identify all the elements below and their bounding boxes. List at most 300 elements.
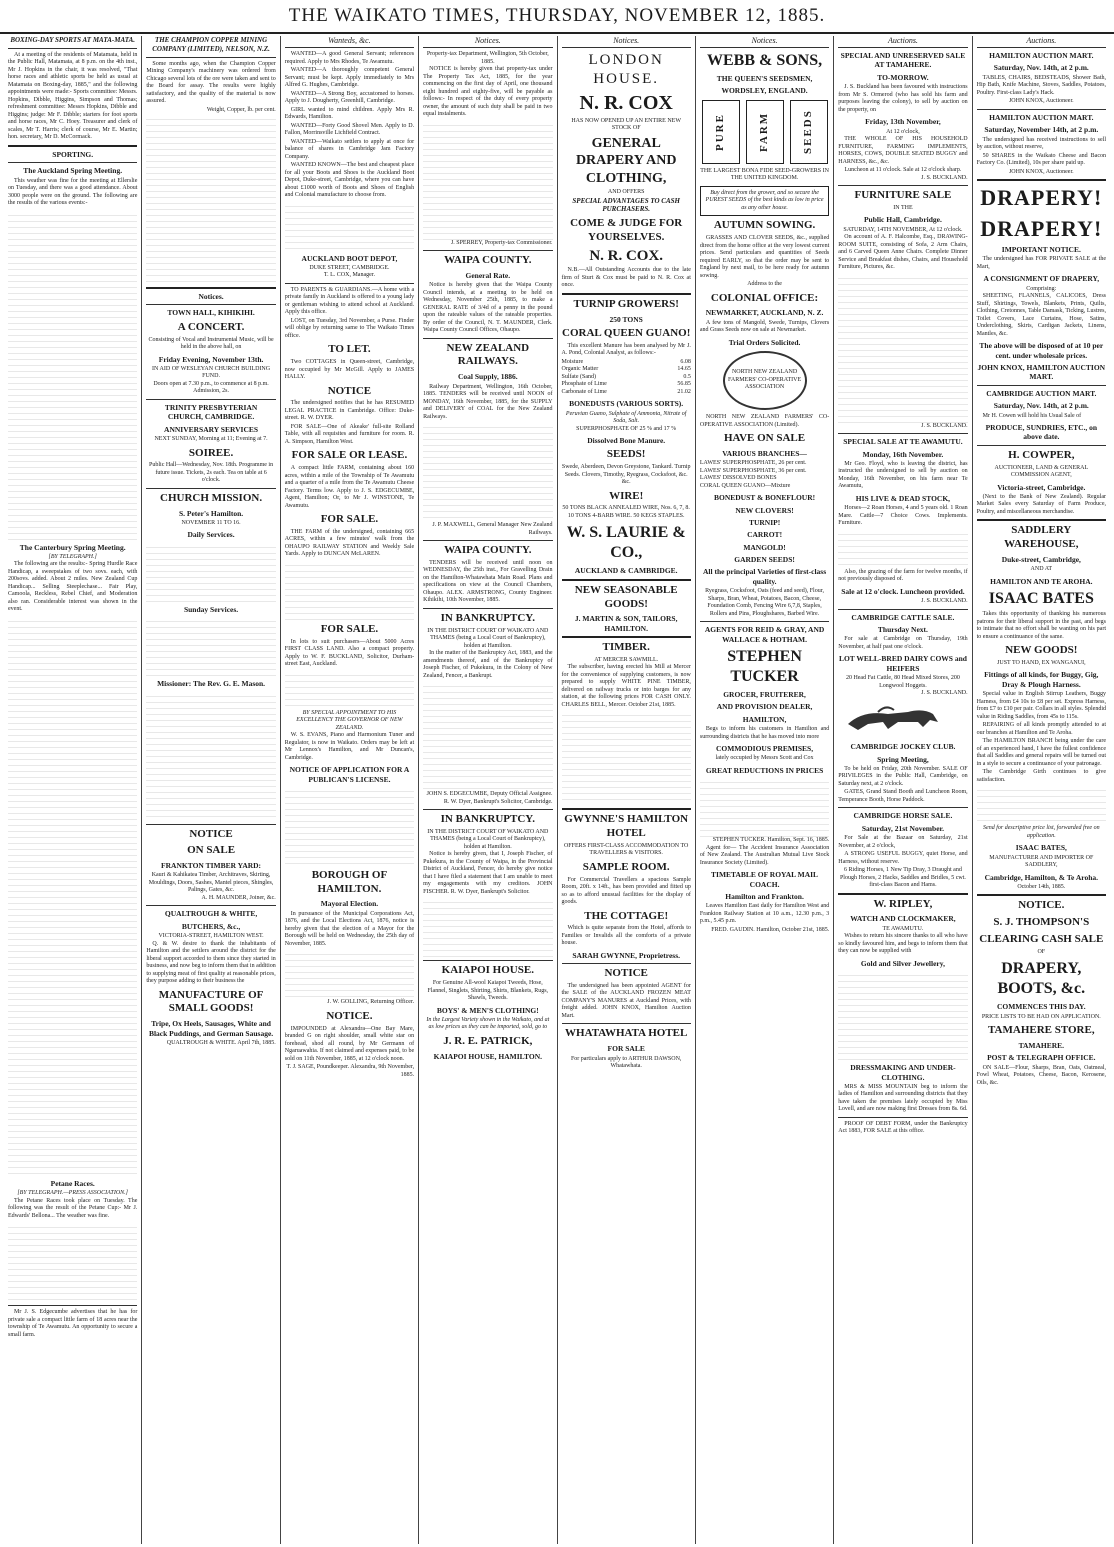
lost-notice: LOST, on Tuesday, 3rd November, a Purse. Finder will oblige by returning same to The Waikato Times office.: [284, 317, 415, 339]
colonial-office: COLONIAL OFFICE:: [710, 291, 819, 304]
turnip-growers: TURNIP GROWERS!: [573, 297, 679, 310]
sat14b-line: Saturday, November 14th, at 2 p.m.: [984, 125, 1099, 135]
ripley-text: Wishes to return his sincere thanks to all who have so kindly favoured him, and begs to inform them that they can now be supplied with: [838, 933, 968, 955]
newmarket-text: A few tons of Mangold, Swede, Turnips, Clovers and Grass Seeds now on sale at Newmarket.: [699, 319, 830, 334]
property-tax-date: Property-tax Department, Wellington, 5th October, 1885.: [426, 51, 549, 65]
mart-2-heading: HAMILTON AUCTION MART.: [989, 112, 1094, 122]
timetable-heading: TIMETABLE OF ROYAL MAIL COACH.: [711, 870, 819, 889]
london-house-heading: LONDON HOUSE.: [588, 52, 664, 87]
sat14c-line: Saturday, Nov. 14th, at 2 p.m.: [993, 401, 1089, 411]
victoria-line-8: Victoria-street, Cambridge.: [997, 482, 1086, 492]
cowen-text: Mr H. Cowen will hold his Usual Sale of: [982, 412, 1082, 419]
mission-text-block: [146, 691, 275, 821]
patrick-heading: J. R. E. PATRICK,: [443, 1034, 533, 1047]
notices-header-5: Notices.: [562, 36, 691, 48]
whatawhata-text: For particulars apply to ARTHUR DAWSON, Whatawhata.: [570, 1055, 682, 1069]
cambridge-mart-heading: CAMBRIDGE AUCTION MART.: [986, 388, 1097, 398]
page-columns: [4, 36, 1110, 1544]
tolet-text: Two COTTAGES in Queen-street, Cambridge, now occupied by Mr McGill. Apply to JAMES HALLY.: [284, 359, 415, 381]
canterbury-tag: [BY TELEGRAPH.]: [48, 553, 97, 560]
wanteds-header: Wanteds, &c.: [285, 36, 414, 48]
commodious-heading: COMMODIOUS PREMISES,: [716, 744, 814, 753]
boys-text: In the Largest Variety shown in the Waikato, and at as low prices as they can be imported, sold, go to: [426, 1016, 550, 1031]
reductions-line: GREAT REDUCTIONS IN PRICES: [705, 765, 824, 775]
coral-queen: CORAL QUEEN GUANO!: [562, 326, 691, 339]
new-clovers: NEW CLOVERS!: [735, 505, 794, 515]
cottage-text: Which is quite separate from the Hotel, affords to Families or Invalids all the comforts of a private house.: [561, 925, 691, 947]
seal-lettering: NORTH NEW ZEALAND FARMERS' CO-OPERATIVE ASSOCIATION: [727, 369, 802, 391]
dissolved-line: Dissolved Bone Manure.: [587, 436, 666, 445]
bankruptcy-2-sub: IN THE DISTRICT COURT OF WAIKATO AND THAMES (being a Local Court of Bankruptcy), holden at Hamilton.: [427, 828, 549, 850]
bankruptcy-1-text: In the matter of the Bankruptcy Act, 1883, and the amendments thereof, and of the Bankruptcy of Joseph Fischer, of Pukekura, in the Colony of New Zealand, Fencer, a Bankrupt.: [423, 650, 553, 679]
monday-text: Mr Geo. Floyd, who is leaving the district, has instructed the undersigned to sell by auction on Monday, 16th November, on his farm near Te Awamutu,: [838, 460, 968, 490]
sat14-line: Saturday, Nov. 14th, at 2 p.m.: [993, 63, 1089, 73]
special-list: Special value in English Stirrup Leathers, Buggy Harness, from £4 10s to £8 per set. Express Harness, from £7 to £10 per pair. Collars in all styles. Splendid value in Riding Saddles, from 45s to 115s.: [976, 691, 1106, 720]
tucker-sign: STEPHEN TUCKER. Hamilton, Sept. 16, 1885.: [712, 837, 830, 844]
petane-heading: Petane Races.: [50, 1178, 95, 1188]
also-line: The above will be disposed of at 10 per cent. under wholesale prices.: [979, 341, 1104, 360]
butchers-heading: BUTCHERS, &c.,: [181, 921, 241, 931]
analysis-label: Carbonate of Lime: [561, 388, 607, 395]
post-office-line: POST & TELEGRAPH OFFICE.: [987, 1053, 1096, 1063]
ripley-heading: W. RIPLEY,: [873, 897, 933, 910]
live-stock-heading: HIS LIVE & DEAD STOCK,: [855, 493, 951, 503]
bates-2-sub: MANUFACTURER AND IMPORTER OF SADDLERY,: [989, 854, 1094, 868]
general-rate-heading: General Rate.: [465, 270, 511, 280]
bankruptcy-1-sign: JOHN S. EDGECUMBE, Deputy Official Assignee. R. W. Dyer, Bankrupt's Solicitor, Cambridge.: [426, 791, 553, 805]
tucker-heading: STEPHEN TUCKER: [727, 647, 802, 685]
canterbury-results-block: [8, 616, 137, 1176]
wire-heading: WIRE!: [609, 489, 644, 502]
largest-line: THE LARGEST BONA FIDE SEED-GROWERS IN THE UNITED KINGDOM.: [700, 167, 829, 182]
nov-dates: NOVEMBER 11 TO 16.: [181, 519, 241, 526]
commences-line: COMMENCES THIS DAY.: [996, 1002, 1086, 1012]
clearing-heading: CLEARING CASH SALE: [979, 932, 1104, 945]
frankton-heading: FRANKTON TIMBER YARD:: [161, 861, 262, 870]
consignment-list: SHEETING, FLANNELS, CALICOES, Dress Stuff, Shirtings, Towels, Blankets, Prints, Quilts, Clothing, Cretonnes, Table Damask, Ticking, Lustres, Toilet Covers, Lace Curtains, Hose, Satins, Underclothing, Skirts, Cardigan Jackets, Linens, Mantles, &c.: [976, 293, 1106, 337]
address-to: Address to the: [747, 281, 782, 287]
concert-sub: Consisting of Vocal and Instrumental Music, will be held in the above hall, on: [148, 336, 274, 350]
mayoral-block: [285, 949, 414, 999]
sunday-services-block: [146, 616, 275, 676]
jewellery-list-block: [838, 970, 967, 1060]
knox-sign-2: JOHN KNOX, Auctioneer.: [1008, 168, 1074, 175]
farm-details-block: [285, 560, 414, 620]
depot-manager: T. L. COX, Manager.: [323, 272, 375, 279]
wanted-5: WANTED—Forty Good Shovel Men. Apply to D. Fallon, Morrinsville Lichfield Contract.: [284, 122, 415, 136]
laurie-heading: W. S. LAURIE & CO.,: [566, 524, 686, 562]
sat21-text: For Sale at the Bazaar on Saturday, 21st November, at 2 o'clock,: [838, 835, 968, 849]
onsale-text: ON SALE—Flour, Sharps, Bran, Oats, Oatmeal, Fowl Wheat, Potatoes, Cheese, Bacon, Kerosene, Oils, &c.: [976, 1064, 1106, 1086]
analysis-value: 6.08: [680, 358, 691, 365]
bates-2-address: Cambridge, Hamilton, & Te Aroha.: [984, 872, 1099, 882]
tamahere-sale-heading: SPECIAL AND UNRESERVED SALE AT TAMAHERE.: [840, 51, 966, 70]
nzr-heading: NEW ZEALAND RAILWAYS.: [446, 341, 530, 368]
anniversary-heading: ANNIVERSARY SERVICES: [164, 424, 259, 434]
notice-text-3: The undersigned notifies that he has RESUMED LEGAL PRACTICE in Cambridge. Office: Duke-street. R. W. DYER.: [284, 400, 415, 422]
st-peters-heading: S. Peter's Hamilton.: [178, 508, 244, 518]
wanted-6: WANTED—Waikato settlers to apply at once for balance of shares in Cambridge Jam Factory Company.: [284, 138, 415, 160]
analysis-row: [562, 389, 691, 397]
analysis-row: [562, 374, 691, 382]
monday-line: Monday, 16th November.: [862, 449, 944, 459]
lawes-1: LAWES' SUPERPHOSPHATE, 26 per cent.: [699, 460, 807, 467]
furniture-sale-heading: FURNITURE SALE: [854, 189, 952, 201]
furniture-list-block: [838, 273, 967, 423]
lawes-3: LAWES' DISSOLVED BONES: [699, 475, 777, 482]
copper-weight: Weight, Copper, lb. per cent.: [206, 106, 276, 113]
wanted-1: WANTED—A good General Servant; references required. Apply to Mrs Rhodes, Te Awamutu.: [284, 51, 415, 65]
buckland-sign-3: J. S. BUCKLAND.: [921, 598, 968, 605]
fittings-line: Fittings of all kinds, for Buggy, Gig, Dray & Plough Harness.: [984, 670, 1099, 689]
bankruptcy-1-block: [423, 681, 552, 791]
of-line: OF: [1037, 948, 1046, 955]
analysis-row: [562, 381, 691, 389]
stock-list-block: [838, 529, 967, 569]
furniture-text: On account of A. F. Halcombe, Esq., DRAWING-ROOM SUITE, consisting of Sofa, 2 Arm Chairs, and 6 Carved Queen Anne Chairs. Complete Dinner Service and Breakfast dishes, Chairs, and Household Furniture, Pictures, &c.: [838, 234, 968, 271]
cottage-heading: THE COTTAGE!: [584, 909, 669, 922]
laurie-address: AUCKLAND & CAMBRIDGE.: [574, 566, 678, 576]
tamahere-line: TAMAHERE.: [1018, 1040, 1065, 1050]
analysis-row: [562, 359, 691, 367]
drapery-boots-heading: DRAPERY, BOOTS, &c.: [997, 960, 1086, 998]
tomorrow-text: J. S. Buckland has been favoured with instructions from Mr S. Ormerod (who has sold his farm and purposes leaving the colony), to sell by auction on the property, on: [838, 84, 968, 113]
bankruptcy-1-heading: IN BANKRUPTCY.: [440, 611, 535, 624]
wanted-2: WANTED—A thoroughly competent General Servant; must be kept. Apply immediately to Mrs Alfred G. Hughes, Cambridge.: [284, 67, 415, 88]
analysis-label: Moisture: [561, 358, 584, 365]
saturday-line: SATURDAY, 14TH NOVEMBER, At 12 o'clock.: [843, 226, 963, 233]
luncheon-line: Luncheon at 11 o'clock. Sale at 12 o'clock sharp.: [844, 167, 962, 173]
seasonable-heading: NEW SEASONABLE GOODS!: [574, 583, 678, 610]
just-to-hand: JUST TO HAND, EX WANGANUI,: [997, 659, 1086, 666]
cattle-sale-heading: CAMBRIDGE CATTLE SALE.: [851, 612, 955, 622]
publican-block: [285, 786, 414, 866]
tamahere-store: TAMAHERE STORE,: [988, 1024, 1095, 1036]
seed-panel-pure: PURE: [702, 100, 740, 164]
buggy-list: 6 Riding Horses, 1 New Tip Dray, 3 Draught and Plough Horses, 2 Hacks, Saddles and Bridles, 5 cwt. first-class Bacon and Hams.: [839, 867, 966, 889]
publican-heading: NOTICE OF APPLICATION FOR A PUBLICAN'S LICENSE.: [289, 765, 410, 784]
produce-line: PRODUCE, SUNDRIES, ETC., on above date.: [985, 423, 1098, 442]
depot-heading: AUCKLAND BOOT DEPOT,: [301, 253, 398, 263]
forsale-2-text: THE FARM of the undersigned, containing 665 ACRES, within a few minutes' walk from the OHAUPO RAILWAY STATION and Weekly Sale Yards. Apply to DUNCAN McLAREN.: [284, 528, 415, 558]
webb-location: WORDSLEY, ENGLAND.: [721, 86, 808, 96]
lot-heading: LOT WELL-BRED DAIRY COWS and HEIFERS: [838, 654, 967, 673]
coach-text: Leaves Hamilton East daily for Hamilton West and Frankton Railway Station at 10 a.m., 12.30 p.m., 3 p.m., 5.45 p.m.: [699, 903, 830, 925]
mangold-line: MANGOLD!: [743, 542, 786, 552]
column-4: [419, 36, 557, 1544]
in-the: IN THE: [893, 204, 913, 211]
sage-sign: T. J. SAGE, Poundkeeper. Alexandra, 9th November, 1885.: [286, 1064, 415, 1078]
notice-heading-3b: NOTICE.: [326, 1009, 373, 1022]
forsale-3-heading: FOR SALE.: [320, 622, 379, 635]
thursday-text: For sale at Cambridge on Thursday, 19th November, at half past one o'clock.: [838, 636, 968, 650]
principal-line: All the principal Varieties of first-class quality.: [703, 567, 827, 586]
nrcox-heading-2: N. R. COX.: [589, 247, 664, 264]
column-6: [696, 36, 834, 1544]
cowper-heading: H. COWPER,: [1008, 448, 1075, 461]
daily-services-block: [146, 542, 275, 602]
parents-notice: TO PARENTS & GUARDIANS.—A home with a private family in Auckland is offered to a young lady or gentleman wishing to attend school at Auckland. Apply this office.: [284, 286, 415, 316]
mayoral-heading: Mayoral Election.: [320, 899, 379, 909]
bates-heading: ISAAC BATES: [988, 590, 1094, 608]
agents-line: AGENTS FOR REID & GRAY, AND WALLACE & HOTHAM.: [704, 625, 825, 644]
whatawhata-forsale: FOR SALE: [607, 1044, 645, 1054]
notice-heading-5: NOTICE: [604, 967, 648, 980]
analysis-label: Sulfate (Sand): [561, 373, 596, 380]
branch-text: The HAMILTON BRANCH being under the care of an experienced hand, I have the fullest confidence that all Saddles and general repairs will be turned out in a style to secure a continuance of your patronage.: [976, 738, 1106, 767]
seed-panel-seeds: SEEDS: [790, 100, 828, 164]
whole-text: THE WHOLE OF HIS HOUSEHOLD FURNITURE, FARMING IMPLEMENTS, HORSES, COWS, DOUBLE SEATED BUGGY and HARNESS, &c., &c.: [838, 136, 968, 165]
soiree-text: Public Hall—Wednesday, Nov. 18th. Programme in future issue. Tickets, 2s each. Tea on table at 6 o'clock.: [149, 462, 274, 484]
sarah-sign: SARAH GWYNNE, Proprietress.: [572, 950, 680, 960]
analysis-value: 14.65: [677, 366, 691, 373]
analysis-row: [562, 366, 691, 374]
commodious-sub: lately occupied by Messrs Scott and Cox: [715, 755, 814, 762]
gates-text: GATES, Grand Stand Booth and Luncheon Room, Temperance Booth, Horse Paddock.: [838, 789, 968, 803]
mercer-text: The subscriber, having erected his Mill at Mercer for the convenience of supplying customers, is now prepared to supply WHITE PINE TIMBER, delivered on railway trucks or into barges for any station, at the following prices FOR CASH ONLY. CHARLES BELL, Mercer. October 21st, 1885.: [561, 664, 691, 708]
notice-text-5: The undersigned has been appointed AGENT for the SALE of the AUCKLAND FROZEN MEAT COMPANY'S MANURES at Auckland Prices, with freight added. JOHN KNOX, Hamilton Auction Mart.: [561, 982, 691, 1019]
webb-sub: THE QUEEN'S SEEDSMEN,: [716, 74, 813, 83]
lawes-2: LAWES' SUPERPHOSPHATE, 36 per cent.: [699, 467, 807, 474]
luncheon-provided: Sale at 12 o'clock. Luncheon provided.: [841, 586, 965, 596]
patrick-address: KAIAPOI HOUSE, HAMILTON.: [433, 1051, 542, 1061]
horse-sale-heading: CAMBRIDGE HORSE SALE.: [853, 811, 953, 821]
important-notice: IMPORTANT NOTICE.: [1001, 245, 1081, 254]
martin-line: J. MARTIN & SON, TAILORS, HAMILTON.: [574, 614, 678, 633]
racehorse-illustration: [838, 702, 958, 732]
shares-text: 50 SHARES in the Waikato Cheese and Bacon Factory Co. (Limited), 10s per share paid up.: [976, 152, 1106, 166]
qualtrough-heading: QUALTROUGH & WHITE,: [164, 909, 258, 919]
sunday-services: Sunday Services.: [183, 604, 239, 614]
repairing-text: REPAIRING of all kinds promptly attended to at our branches at Hamilton and Te Aroha.: [976, 722, 1106, 736]
missioner-line: Missioner: The Rev. G. E. Mason.: [157, 679, 266, 689]
column-8: [973, 36, 1110, 1544]
carrot-line: CARROT!: [747, 530, 783, 540]
mayoral-text: In pursuance of the Municipal Corporations Act, 1876, and the Local Elections Act, 1876, notice is hereby given that the election of a Mayor for the Borough will be held on Wednesday, the 25th day of November, 1885.: [284, 910, 415, 947]
gwynne-offers: OFFERS FIRST-CLASS ACCOMMODATION TO TRAVELLERS & VISITORS.: [563, 842, 689, 857]
bates-2-heading: ISAAC BATES,: [1015, 843, 1067, 853]
grazing-text: Also, the grazing of the farm for twelve months, if not previously disposed of.: [838, 568, 968, 583]
concert-date: Friday Evening, November 13th.: [158, 354, 264, 364]
gold-line: Gold and Silver Jewellery,: [860, 958, 945, 968]
comprising-line: Comprising:: [1026, 285, 1057, 292]
column-3: [281, 36, 419, 1544]
important-text: The undersigned has FOR PRIVATE SALE at the Mart,: [976, 256, 1106, 270]
column-2: [142, 36, 280, 1544]
tons-250: 250 TONS: [609, 314, 643, 324]
impounded-text: IMPOUNDED at Alexandra—One Bay Mare, branded G on right shoulder, small white star on forehead, shod all round, by Mr Germann of Ngaruawahia. If not claimed and expenses paid, to be sold on 11th November, 1885, at 12 o'clock noon.: [284, 1025, 415, 1062]
copper-title: THE CHAMPION COPPER MINING COMPANY (LIMITED), NELSON, N.Z.: [152, 36, 270, 53]
autumn-text: GRASSES AND CLOVER SEEDS, &c., supplied direct from the home office at the very lowest current prices. Send particulars and quantities of Seeds required EARLY, so that the order may be sent to England by next mail, to be here ready for autumn sowing.: [699, 235, 830, 279]
analysis-value: 56.85: [677, 381, 691, 388]
and-at-line: AND AT: [1030, 566, 1053, 573]
concert-admission: Admission, 2s.: [193, 388, 229, 395]
bates-2-date: October 14th, 1885.: [1017, 883, 1066, 890]
garden-seeds: GARDEN SEEDS!: [734, 555, 795, 564]
aroha-line: HAMILTON AND TE AROHA.: [990, 576, 1093, 586]
notice-heading-2: NOTICE: [189, 827, 233, 840]
mart-1-heading: HAMILTON AUCTION MART.: [989, 51, 1094, 60]
copper-text: Some months ago, when the Champion Copper Mining Company's machinery was ordered from Chicago several lots of the ore were taken and sent to the Board for assay. The results were highly satisfactory, and the quality of the material is now assured.: [146, 60, 276, 104]
public-hall-heading: Public Hall, Cambridge.: [863, 215, 942, 225]
town-hall-heading: TOWN HALL, KIHIKIHI.: [167, 308, 255, 318]
provision-line: AND PROVISION DEALER,: [716, 702, 813, 712]
auckland-text: This weather was fine for the meeting at Ellerslie on Tuesday, and there was a good attendance. About 3000 people were on the ground. The following are the results of the various events:-: [8, 177, 138, 206]
concert-aid: IN AID OF WESLEYAN CHURCH BUILDING FUND.: [152, 365, 271, 380]
buckland-sign-2: J. S. BUCKLAND.: [921, 422, 968, 429]
forsale-2-heading: FOR SALE.: [320, 513, 379, 526]
drapery-heading-1: DRAPERY!: [980, 185, 1103, 210]
coach-heading: Hamilton and Frankton.: [725, 892, 804, 901]
price-lists-line: PRICE LISTS TO BE HAD ON APPLICATION.: [981, 1013, 1101, 1020]
jockey-club-heading: CAMBRIDGE JOCKEY CLUB.: [850, 742, 956, 752]
forsale-table: FOR SALE—One of Akeake' full-site Rolland Table, with all requisites and furniture for room. R. A. Simpson, Hamilton West.: [284, 423, 415, 445]
seed-panels: [700, 100, 829, 164]
kauri-text: Kauri & Kahikatea Timber, Architraves, Skirting, Mouldings, Doors, Sashes, Mantel pieces, Shingles, Palings, Gates, &c.: [148, 872, 274, 894]
coal-text: Railway Department, Wellington, 16th October, 1885. TENDERS will be received until NOON of MONDAY, 16th November, 1885, for the SUPPLY and DELIVERY of COAL for the New Zealand Railways.: [423, 383, 553, 420]
special-advantages: SPECIAL ADVANTAGES TO CASH PURCHASERS.: [572, 196, 680, 214]
timber-prices-block: [562, 710, 691, 805]
friday-time: At 12 o'clock,: [886, 128, 920, 135]
trinity-heading: TRINITY PRESBYTERIAN CHURCH, CAMBRIDGE.: [164, 402, 258, 422]
depot-address: DUKE STREET, CAMBRIDGE.: [309, 264, 390, 271]
daily-services: Daily Services.: [187, 530, 235, 540]
thompson-heading: S. J. THOMPSON'S: [993, 916, 1090, 929]
tomorrow-heading: TO-MORROW.: [877, 72, 929, 82]
column-5: [558, 36, 696, 1544]
notices-heading-2: Notices.: [198, 292, 224, 301]
sample-text: For Commercial Travellers a spacious Sample Room, 20ft. x 14ft., has been provided and fitted up so as to afford unusual facilities for the display of goods.: [561, 876, 691, 905]
canterbury-heading: The Canterbury Spring Meeting.: [19, 542, 126, 552]
masthead: THE WAIKATO TIMES, THURSDAY, NOVEMBER 12, 1885.: [0, 0, 1114, 34]
column-1: [4, 36, 142, 1544]
dressmaking-heading: DRESSMAKING AND UNDER-CLOTHING.: [850, 1063, 956, 1082]
forsale-lease-heading: FOR SALE OR LEASE.: [291, 449, 408, 462]
awamutu-line: TE AWAMUTU.: [882, 925, 924, 932]
new-goods-heading: NEW GOODS!: [1005, 644, 1078, 657]
cooperative-seal-logo: [723, 351, 807, 410]
concert-doors: Doors open at 7.30 p.m., to commence at 8 p.m.: [153, 380, 269, 387]
friday-line: Friday, 13th November,: [865, 117, 941, 127]
peruvian-line: Peruvian Guano, Sulphate of Ammonia, Nitrate of Soda, Salt.: [565, 410, 687, 424]
coal-heading: Coal Supply, 1886.: [458, 372, 518, 382]
concert-heading: A CONCERT.: [177, 320, 245, 333]
notice-heading-8: NOTICE.: [1018, 899, 1065, 912]
knox-sign-1: JOHN KNOX, Auctioneer.: [1008, 98, 1074, 105]
qw-text: Q. & W. desire to thank the inhabitants of Hamilton and the settlers around the district for the liberal support accorded to them since they started in business, and now beg to inform them that in addition to supplying meat of first quality at reasonable prices, they purpose adding to their business the: [146, 940, 276, 985]
nrcox-sub: HAS NOW OPENED UP AN ENTIRE NEW STOCK OF: [571, 117, 682, 131]
buckland-sign-4: J. S. BUCKLAND.: [921, 690, 968, 697]
race-results-block: [8, 210, 137, 540]
proof-text: PROOF OF DEBT FORM, under the Bankruptcy Act 1883, FOR SALE at this office.: [838, 1120, 968, 1135]
dress-text: MRS & MISS MOUNTAIN beg to inform the ladies of Hamilton and surrounding districts that they have taken the premises lately occupied by Miss Lovell, and are now making first Dresses from 8s. 6d.: [838, 1083, 968, 1113]
spring-meeting: Spring Meeting,: [877, 754, 929, 764]
wanted-7: WANTED KNOWN—The best and cheapest place for all your Boots and Shoes is the Auckland Boot Depot, Duke-street, Cambridge, where you can have about £1000 worth of Boots and Shoes of English and Colonial manufacture to choose from.: [284, 162, 415, 198]
buggy-text: A STRONG USEFUL BUGGY, quiet Horse, and Harness, without reserve.: [838, 851, 968, 865]
anniversary-sub: NEXT SUNDAY, Morning at 11; Evening at 7.: [154, 436, 268, 442]
soiree-heading: SOIREE.: [188, 446, 234, 459]
mercer-line: AT MERCER SAWMILL.: [594, 656, 659, 663]
nrcox-heading: N. R. COX: [579, 91, 673, 114]
tripe-text: Tripe, Ox Heels, Sausages, White and Black Puddings, and German Sausage.: [148, 1019, 274, 1038]
grocer-line: GROCER, FRUITERER,: [723, 689, 806, 699]
auctions-header-7: Auctions.: [838, 36, 967, 48]
seed-panel-farm: FARM: [746, 100, 784, 164]
column-7: [834, 36, 972, 1544]
newmarket-line: NEWMARKET, AUCKLAND, N. Z.: [705, 308, 824, 318]
general-drapery-heading: GENERAL DRAPERY AND CLOTHING,: [575, 135, 677, 186]
hamilton-line: HAMILTON,: [742, 714, 787, 724]
land-details-block: [285, 670, 414, 710]
qw-sign: QUALTROUGH & WHITE. April 7th, 1885.: [166, 1039, 276, 1046]
shares-intro: The undersigned has received instructions to sell by auction, without reserve,: [976, 136, 1106, 150]
bankruptcy-2-block: [423, 897, 552, 957]
cowper-sub: AUCTIONEER, LAND & GENERAL COMMISSION AGENT,: [994, 464, 1089, 478]
kaiapoi-text: For Genuine All-wool Kaiapoi Tweeds, Hose, Flannel, Singlets, Shirting, Shirts, Blankets, Rugs, Shawls, Tweeds.: [427, 980, 549, 1001]
wanted-4: GIRL wanted to mind children. Apply Mrs R. Edwards, Hamilton.: [284, 106, 415, 120]
bankruptcy-1-sub: IN THE DISTRICT COURT OF WAIKATO AND THAMES (being a Local Court of Bankruptcy), holden at Hamilton.: [427, 627, 549, 649]
spring-text: To be held on Friday, 20th November. SALE OF PRIVILEGES in the Public Hall, Cambridge, on Saturday next, at 2 o'clock.: [838, 765, 968, 787]
boxing-day-title: BOXING-DAY SPORTS AT MATA-MATA.: [10, 36, 136, 44]
autumn-heading: AUTUMN SOWING.: [713, 219, 816, 232]
property-tax-block: [423, 120, 552, 240]
nrcox-note: N.B.—All Outstanding Accounts due to the late firm of Sturt & Cox must be paid to N. R. Cox at once.: [561, 267, 691, 289]
offers-line: AND OFFERS: [607, 189, 645, 195]
timber-heading: TIMBER.: [602, 641, 650, 653]
tolet-heading: TO LET.: [328, 343, 371, 356]
returning-officer: J. W. GOLLING, Returning Officer.: [327, 999, 415, 1006]
on-sale-heading: ON SALE: [187, 844, 236, 857]
analysis-table: [562, 359, 691, 397]
drapery-heading-2: DRAPERY!: [980, 215, 1103, 241]
coral-mixture: CORAL QUEEN GUANO—Mixture: [699, 482, 791, 489]
notices-header-6: Notices.: [700, 36, 829, 48]
sporting-heading: SPORTING.: [52, 149, 94, 159]
trial-orders: Trial Orders Solicited.: [728, 337, 801, 347]
saddlery-heading: SADDLERY WAREHOUSE,: [1004, 524, 1079, 551]
waipa-2-heading: WAIPA COUNTY.: [444, 544, 532, 556]
petane-text: The Petane Races took place on Tuesday. The following was the result of the Petane Cup:- Mr J. Edwards' Bellona... The weather was fine.: [8, 1197, 138, 1219]
items-list: Ryegrass, Cocksfoot, Oats (feed and seed), Flour, Sharps, Bran, Wheat, Potatoes, Bacon, Cheese, Foundation Comb, Fencing Wire 6,7,8, Staples, Rollers and Pins, Ploughshares, Barbed Wire.: [705, 588, 824, 617]
auctions-header-8: Auctions.: [977, 36, 1106, 48]
column1-footer: Mr J. S. Edgecumbe advertises that he has for private sale a compact little farm of 18 acres near the township of Te Awamutu. An opportunity to secure a small farm.: [8, 1309, 138, 1338]
seeds-heading: SEEDS!: [606, 448, 646, 461]
saddlery-list-block: [977, 785, 1106, 825]
forsale-3-text: In lots to suit purchasers—About 5000 Acres FIRST CLASS LAND. Also a compact property. Apply to W. F. BUCKLAND, Solicitor, Durham-street East, Auckland.: [284, 638, 415, 668]
cowper-text: (Next to the Bank of New Zealand). Regular Market Sales every Saturday of Farm Produce, Poultry, and miscellaneous merchandise.: [976, 493, 1106, 515]
copper-article-block: [146, 114, 275, 284]
special-appointment: BY SPECIAL APPOINTMENT TO HIS EXCELLENCY THE GOVERNOR OF NEW ZEALAND.: [296, 709, 403, 731]
wanted-3: WANTED—A Strong Boy, accustomed to horses. Apply to J. Dougherty, Greenhill, Cambridge.: [284, 90, 415, 104]
special-te-awamutu: SPECIAL SALE AT TE AWAMUTU.: [843, 437, 963, 447]
maunder-sign: A. H. MAUNDER, Joiner, &c.: [201, 894, 276, 901]
agent-for: Agent for— The Accident Insurance Association of New Zealand. The Australian Mutual Live Stock Insurance Society (Limited).: [699, 844, 830, 866]
wire-list: 50 TONS BLACK ANNEALED WIRE, Nos. 6, 7, 8. 10 TONS 4-BARB WIRE. 50 KEGS STAPLES.: [562, 505, 690, 519]
various-branches: VARIOUS BRANCHES—: [722, 448, 807, 458]
kaiapoi-heading: KAIAPOI HOUSE.: [441, 964, 534, 977]
church-mission-heading: CHURCH MISSION.: [160, 491, 263, 504]
analysis-value: 0.5: [683, 373, 691, 380]
nnz-line: NORTH NEW ZEALAND FARMERS' CO-OPERATIVE ASSOCIATION (Limited).: [699, 414, 830, 428]
notice-heading-3: NOTICE: [327, 384, 372, 397]
analysis-label: Organic Matter: [561, 366, 599, 373]
boys-heading: BOYS' & MEN'S CLOTHING!: [436, 1005, 539, 1015]
property-tax-sign: J. SPERREY, Property-tax Commissioner.: [450, 239, 553, 246]
duke-line: Duke-street, Cambridge,: [1001, 554, 1081, 564]
thursday-heading: Thursday Next.: [877, 625, 928, 634]
bonedust-line: BONEDUST & BONEFLOUR!: [713, 493, 816, 503]
tucker-text: Begs to inform his customers in Hamilton and surrounding districts that he has moved into more: [699, 726, 830, 740]
